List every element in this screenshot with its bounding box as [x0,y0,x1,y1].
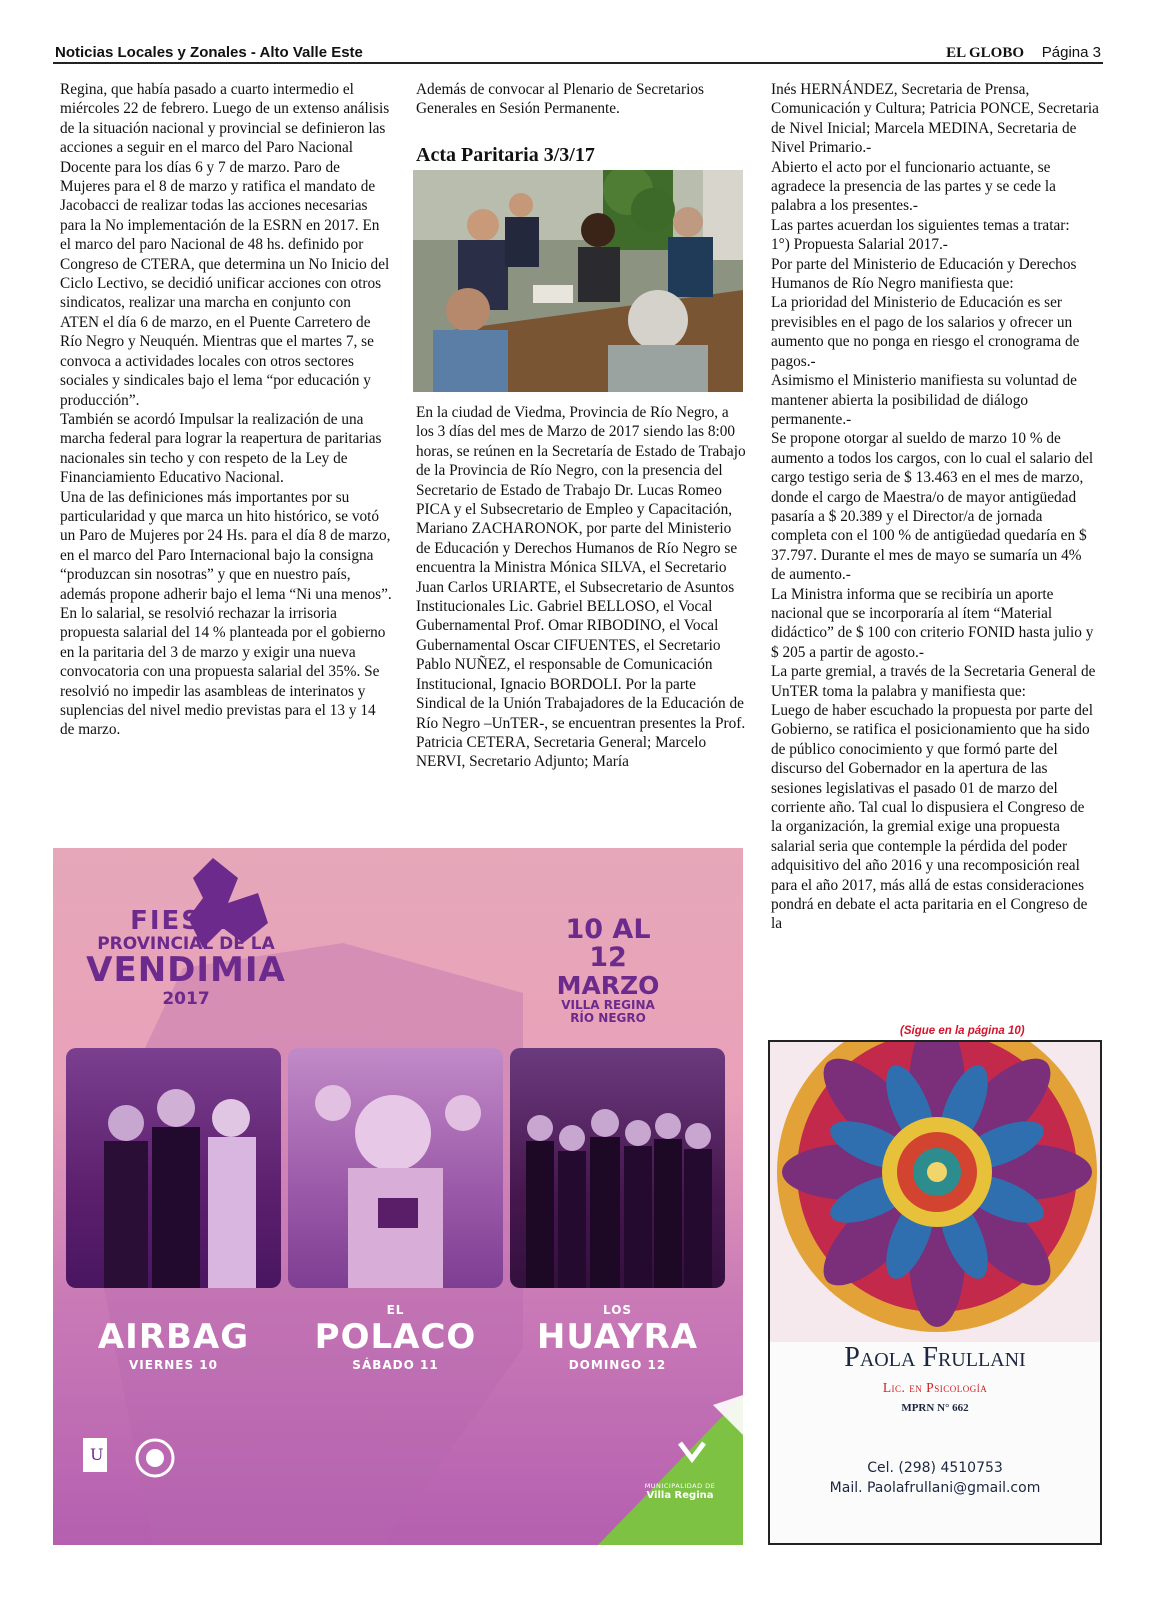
vendimia-festival-poster [53,848,743,1545]
municipality-label-line-2: Villa Regina [646,1490,714,1501]
band-photo-illustration [288,1048,503,1288]
paragraph: Una de las definiciones más importantes por su particularidad y que marca un hito histórico, se votó un Paro de Mujeres por 24 Hs. para el día 8 de marzo, en el marco del Paro Internacional bajo la consigna “produzcan sin nosotras” y que en nuestro país, además propone adherir bajo el lema “Ni una menos”. [60,488,392,603]
band-photo-illustration [66,1048,281,1288]
article-heading: Acta Paritaria 3/3/17 [416,144,595,166]
festival-city: VILLA REGINA [561,997,655,1012]
paragraph: Además de convocar al Plenario de Secretarios Generales en Sesión Permanente. [416,81,704,118]
band-photo-airbag [66,1048,281,1288]
municipality-logo [598,1395,743,1545]
band-name-huayra [510,1303,725,1357]
paragraph: Por parte del Ministerio de Educación y Derechos Humanos de Río Negro manifiesta que: [771,255,1077,293]
band-day-polaco: SÁBADO 11 [352,1358,439,1372]
ad-name: Paola Frullani [844,1342,1026,1373]
article-column-2-intro [416,80,746,119]
festival-month: MARZO [556,970,660,1000]
paragraph: Se propone otorgar al sueldo de marzo 10 % de aumento a todos los cargos, con lo cual el salario del cargo testigo seria de $ 13.463 en el mes de marzo, donde el cargo de Maestra/o de mayor antigüedad pasaría a $ 20.389 y el Director/a de jornada completa con el 100 % de antigüedad quedaría en $ 37.797. Durante el mes de mayo se sumaría un 4% de aumento.- [771,430,1094,584]
band-prefix [66,1303,281,1317]
municipality-label [637,1483,723,1501]
page-header [53,42,1103,64]
paragraph: La Ministra informa que se recibiría un aporte nacional que se incorporaría al ítem “Material didáctico” de $ 100 con criterio FONID hasta julio y $ 205 a partir de agosto.- [771,585,1094,661]
paragraph: Luego de haber escuchado la propuesta por parte del Gobierno, se ratifica el posicionamiento que ha sido de público conocimiento y que formó parte del discurso del Gobernador en la apertura de las sesiones legislativas el pasado 01 de marzo del corriente año. Tal cual lo dispusiera el Congreso de la organización, la gremial exige una propuesta salarial seria que contemple la pérdida del poder adquisitivo del año 2016 y una recomposición real para el año 2017, más allá de estas consideraciones pondrá en debate el acta paritaria en el Congreso de la [771,702,1093,933]
paragraph: Abierto el acto por el funcionario actuante, se agradece la presencia de las partes y se cede la palabra a los presentes.- [771,158,1056,215]
paragraph: En la ciudad de Viedma, Provincia de Río Negro, a los 3 días del mes de Marzo de 2017 siendo las 8:00 horas, se reúnen en la Secretaría de Estado de Trabajo de la Provincia de Río Negro, con la presencia del Secretario de Estado de Trabajo Dr. Lucas Romeo PICA y el Subsecretario de Empleo y Capacitación, Mariano ZACHARONOK, por parte del Ministerio de Educación y Derechos Humanos de Río Negro se encuentra la Ministra Mónica SILVA, el Secretario Juan Carlos URIARTE, el Subsecretario de Asuntos Institucionales Lic. Gabriel BELLOSO, el Vocal Gubernamental Prof. Omar RIBODINO, el Vocal Gubernamental Oscar CIFUENTES, el Secretario Pablo NUÑEZ, el responsable de Comunicación Institucional, Ignacio BORDOLI. Por la parte Sindical de la Unión Trabajadores de la Educación de Río Negro –UnTER-, se encuentran presentes la Prof. Patricia CETERA, Secretaria General; Marcelo NERVI, Secretario Adjunto; María [416,404,746,771]
ad-phone: Cel. (298) 4510753 [867,1460,1003,1476]
festival-dates [543,916,673,1024]
band-name-text: AIRBAG [97,1317,250,1357]
paragraph: En lo salarial, se resolvió rechazar la irrisoria propuesta salarial del 14 % planteada por el gobierno en la paritaria del 3 de marzo y exigir una nueva convocatoria con una propuesta salarial del 35%. Se resolvió no impedir las asambleas de interinatos y suplencias del nivel medio previstas para el 13 y 14 de marzo. [60,604,386,739]
festival-date-range: 10 AL 12 [565,914,651,974]
section-title: Noticias Locales y Zonales - Alto Valle Este [55,44,363,61]
festival-province: RÍO NEGRO [570,1010,646,1025]
paragraph: La prioridad del Ministerio de Educación es ser previsibles en el pago de los salarios y ofrecer un aumento que no ponga en riesgo el cronograma de pagos.- [771,294,1080,370]
newspaper-name: EL GLOBO [946,45,1025,61]
paragraph: Asimismo el Ministerio manifiesta su voluntad de mantener abierta la posibilidad de diálogo permanente.- [771,372,1077,428]
ad-title: Lic. en Psicología [882,1380,988,1395]
band-name-text: HUAYRA [536,1317,699,1357]
paragraph: También se acordó Impulsar la realización de una marcha federal para lograr la reapertura de paritarias nacionales sin techo y con respeto de la Ley de Financiamiento Educativo Nacional. [60,410,382,487]
ad-email: Mail. Paolafrullani@gmail.com [829,1480,1041,1496]
page-number: Página 3 [1041,44,1101,61]
band-photo-illustration [510,1048,725,1288]
meeting-photo-illustration [413,170,743,392]
band-prefix: LOS [602,1303,633,1317]
band-day-airbag: VIERNES 10 [129,1358,218,1372]
psychologist-ad [768,1040,1102,1545]
band-prefix: EL [386,1303,405,1317]
festival-title-line-1: FIESTA [130,906,242,936]
band-day-huayra: DOMINGO 12 [568,1358,667,1372]
article-column-2-body [416,403,746,772]
ad-license-number: MPRN N° 662 [901,1402,969,1414]
band-photo-polaco [288,1048,503,1288]
paragraph: Las partes acuerdan los siguientes temas a tratar: [771,216,1070,234]
band-name-text: POLACO [314,1317,477,1357]
article-column-3 [771,80,1099,934]
paragraph: 1°) Propuesta Salarial 2017.- [771,236,948,254]
festival-title-line-2: PROVINCIAL DE LA [97,934,275,954]
festival-year: 2017 [162,989,210,1009]
continued-note: (Sigue en la página 10) [900,1025,1025,1037]
paragraph: Regina, que había pasado a cuarto intermedio el miércoles 22 de febrero. Luego de un extenso análisis de la situación nacional y provincial se definieron las acciones a seguir en el marco del Paro Nacional Docente para los días 6 y 7 de marzo. Paro de Mujeres para el 8 de marzo y ratifica el mandato de Jacobacci de realizar todas las acciones necesarias para la No implementación de la ESRN en 2017. En el marco del paro Nacional de 48 hs. definido por Congreso de CTERA, que determina un No Inicio del Ciclo Lectivo, se decidió unificar acciones con otros sindicatos, realizar una marcha en conjunto con ATEN el día 6 de marzo, en el Puente Carretero de Río Negro y Neuquén. Mientras que el martes 7, se convoca a actividades locales con otros sectores sociales y sindicales bajo el lema “por educación y producción”. [60,81,390,409]
band-photo-huayra [510,1048,725,1288]
municipality-label-line-1: MUNICIPALIDAD DE [644,1481,716,1490]
paragraph: Inés HERNÁNDEZ, Secretaria de Prensa, Comunicación y Cultura; Patricia PONCE, Secretaria de Nivel Inicial; Marcela MEDINA, Secretaria de Nivel Primario.- [771,81,1099,157]
article-column-1 [60,80,392,740]
band-name-polaco [288,1303,503,1357]
meeting-photo [413,170,743,392]
festival-title [71,908,301,1008]
sponsor-logos [83,1438,203,1488]
masthead [946,44,1101,62]
band-name-airbag [66,1303,281,1357]
festival-title-line-3: VENDIMIA [86,950,286,990]
mandala-illustration [770,1042,1102,1342]
svg-text:U: U [90,1445,104,1464]
paragraph: La parte gremial, a través de la Secretaria General de UnTER toma la palabra y manifiesta que: [771,663,1096,700]
